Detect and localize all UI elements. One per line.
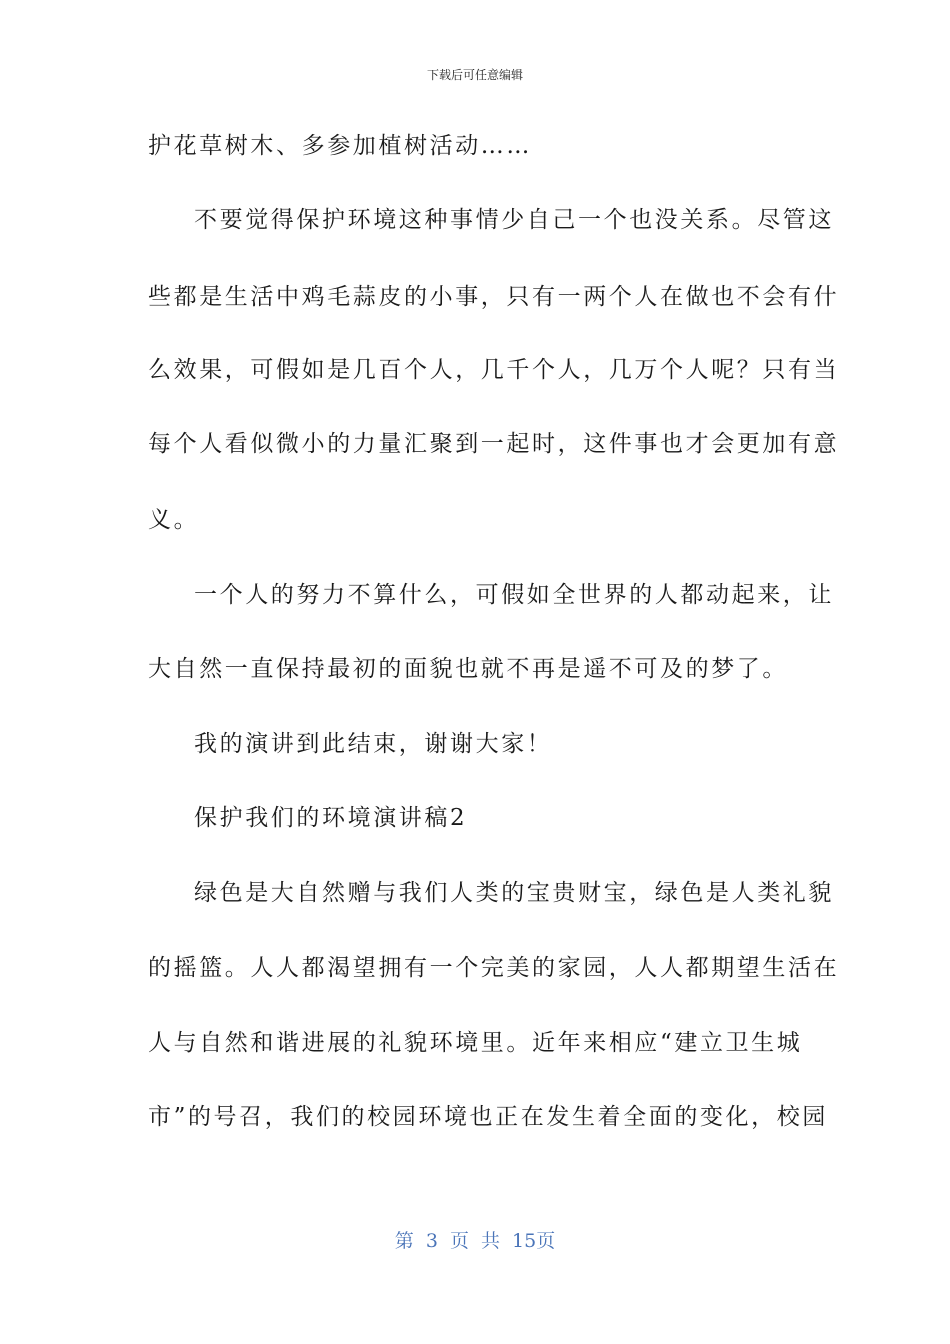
body-line: 人与自然和谐进展的礼貌环境里。近年来相应“建立卫生城 <box>148 1030 803 1056</box>
body-line: 每个人看似微小的力量汇聚到一起时，这件事也才会更加有意 <box>148 431 840 457</box>
page-number-footer: 第 3 页 共 15页 <box>394 1230 556 1252</box>
body-line: 护花草树木、多参加植树活动…… <box>148 133 532 159</box>
body-line: 的摇篮。人人都渴望拥有一个完美的家园，人人都期望生活在 <box>148 955 840 981</box>
body-line: 么效果，可假如是几百个人，几千个人，几万个人呢？只有当 <box>148 357 840 383</box>
body-line: 不要觉得保护环境这种事情少自己一个也没关系。尽管这 <box>194 207 834 233</box>
body-line: 我的演讲到此结束，谢谢大家！ <box>194 731 553 757</box>
body-line: 市”的号召，我们的校园环境也正在发生着全面的变化，校园 <box>148 1104 828 1130</box>
section-heading: 保护我们的环境演讲稿2 <box>194 805 468 831</box>
body-line: 大自然一直保持最初的面貌也就不再是遥不可及的梦了。 <box>148 656 788 682</box>
body-line: 义。 <box>148 507 200 533</box>
body-line: 一个人的努力不算什么，可假如全世界的人都动起来，让 <box>194 582 834 608</box>
body-line: 些都是生活中鸡毛蒜皮的小事，只有一两个人在做也不会有什 <box>148 284 840 310</box>
body-line: 绿色是大自然赠与我们人类的宝贵财宝，绿色是人类礼貌 <box>194 880 834 906</box>
page-header: 下载后可任意编辑 <box>426 68 523 82</box>
